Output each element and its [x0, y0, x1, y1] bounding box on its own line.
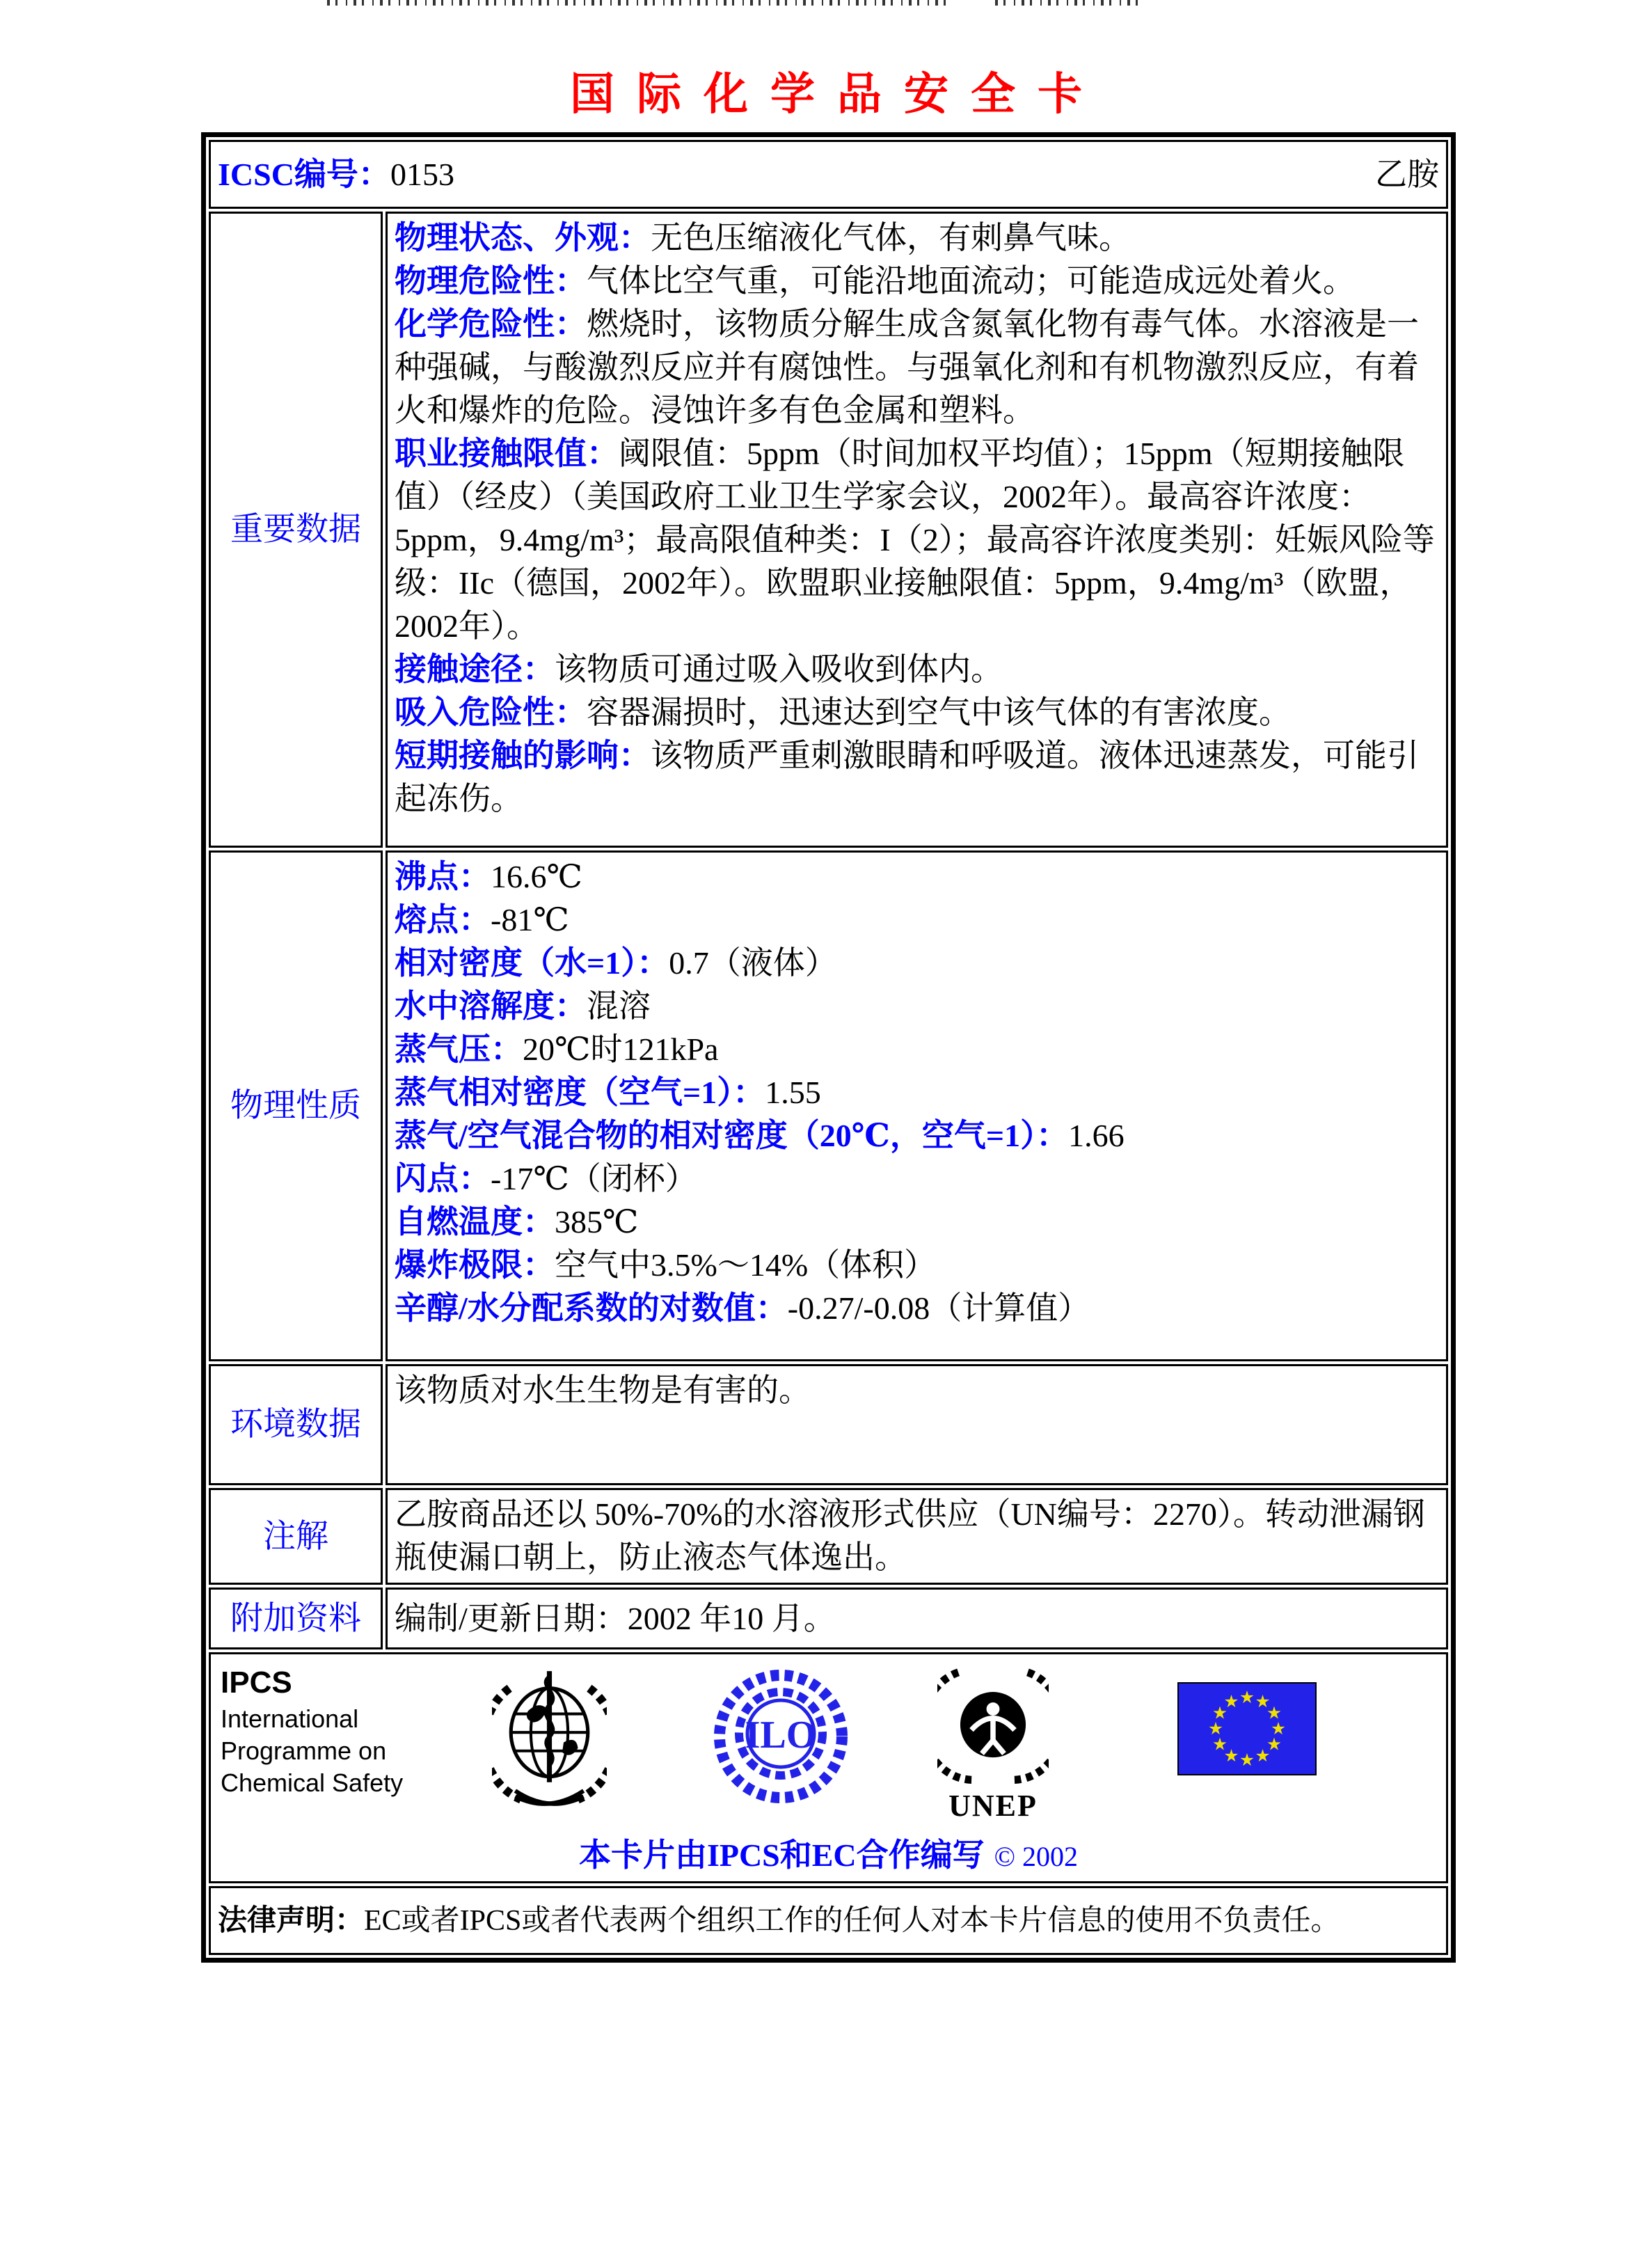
physical-item: 水中溶解度：混溶: [395, 988, 651, 1024]
environmental-data-row: [209, 1364, 1448, 1485]
svg-text:ILO: ILO: [745, 1713, 817, 1757]
physical-item: 辛醇/水分配系数的对数值：-0.27/-0.08（计算值）: [395, 1290, 1090, 1326]
ipcs-line: International: [221, 1704, 359, 1733]
section-content-important: [386, 212, 1448, 848]
notes-row: [209, 1488, 1448, 1585]
physical-properties-row: [209, 850, 1448, 1361]
icsc-card-table: [201, 132, 1456, 1963]
physical-item: 沸点：16.6℃: [395, 859, 582, 894]
legal-label: 法律声明：: [218, 1904, 365, 1937]
ipcs-line: Chemical Safety: [221, 1768, 404, 1797]
physical-item: 蒸气相对密度（空气=1）：1.55: [395, 1075, 821, 1110]
important-item: 物理危险性：气体比空气重，可能沿地面流动；可能造成远处着火。: [395, 263, 1355, 299]
icsc-number-group: [218, 153, 454, 196]
copyright-text: © 2002: [994, 1841, 1079, 1872]
card-header-cell: [209, 140, 1448, 209]
section-content-additional: [386, 1588, 1448, 1649]
physical-item: 蒸气/空气混合物的相对密度（20℃，空气=1）：1.66: [395, 1118, 1125, 1153]
section-label-additional: 附加资料: [209, 1588, 383, 1649]
legal-row: [209, 1886, 1448, 1955]
clipped-header-fragment-left: [327, 0, 946, 6]
physical-item: 相对密度（水=1）：0.7（液体）: [395, 945, 837, 981]
ipcs-acronym: IPCS: [221, 1665, 292, 1700]
icsc-number-value: 0153: [390, 156, 454, 192]
ilo-logo-icon: [711, 1667, 850, 1813]
card-header-row: [209, 140, 1448, 209]
logos-cell: [209, 1652, 1448, 1883]
legal-text: EC或者IPCS或者代表两个组织工作的任何人对本卡片信息的使用不负责任。: [364, 1904, 1340, 1937]
caption-text: 本卡片由IPCS和EC合作编写: [578, 1837, 985, 1873]
important-item: 职业接触限值：阈限值：5ppm（时间加权平均值）；15ppm（短期接触限值）（经皮）（美国政府工业卫生学家会议，2002年）。最高容许浓度：5ppm，9.4mg/m³；最高限值种类：I（2）；最高容许浓度类别：妊娠风险等级：IIc（德国，2002年）。欧盟职业接触限值：5ppm，9.4mg/m³（欧盟，2002年）。: [395, 436, 1435, 644]
update-date-value: 2002 年10 月。: [627, 1600, 836, 1636]
physical-item: 爆炸极限：空气中3.5%～14%（体积）: [395, 1247, 937, 1283]
important-item: 吸入危险性：容器漏损时，迅速达到空气中该气体的有害浓度。: [395, 695, 1291, 730]
important-item: 接触途径：该物质可通过吸入吸收到体内。: [395, 651, 1003, 687]
section-label-physical: 物理性质: [209, 850, 383, 1361]
section-content-physical: [386, 850, 1448, 1361]
unep-logo-icon: [937, 1667, 1049, 1785]
section-label-notes: 注解: [209, 1488, 383, 1585]
physical-item: 自燃温度：385℃: [395, 1204, 639, 1240]
eu-flag-icon: [1177, 1682, 1317, 1775]
ipcs-line: Programme on: [221, 1736, 387, 1765]
physical-item: 蒸气压：20℃时121kPa: [395, 1031, 719, 1067]
environment-text: 该物质对水生生物是有害的。: [395, 1372, 811, 1408]
chemical-name: 乙胺: [1375, 156, 1439, 192]
physical-item: 熔点：-81℃: [395, 902, 569, 937]
update-date-label: 编制/更新日期：: [395, 1600, 628, 1636]
page-title: 国际化学品安全卡: [570, 70, 1104, 119]
important-item: 化学危险性：燃烧时，该物质分解生成含氮氧化物有毒气体。水溶液是一种强碱，与酸激烈反应并有腐蚀性。与强氧化剂和有机物激烈反应，有着火和爆炸的危险。浸蚀许多有色金属和塑料。: [395, 306, 1419, 428]
clipped-header-fragment-right: [995, 0, 1138, 6]
important-data-row: [209, 212, 1448, 848]
ipcs-text-block: [221, 1667, 443, 1799]
section-label-environment: 环境数据: [209, 1364, 383, 1485]
legal-cell: [209, 1886, 1448, 1955]
physical-item: 闪点：-17℃（闭杯）: [395, 1161, 697, 1196]
section-label-important: 重要数据: [209, 212, 383, 848]
cooperation-caption: [218, 1834, 1439, 1878]
important-item: 短期接触的影响：该物质严重刺激眼睛和呼吸道。液体迅速蒸发，可能引起冻伤。: [395, 738, 1419, 816]
notes-text: 乙胺商品还以 50%-70%的水溶液形式供应（UN编号：2270）。转动泄漏钢瓶使漏口朝上，防止液态气体逸出。: [395, 1496, 1425, 1575]
important-item: 物理状态、外观：无色压缩液化气体，有刺鼻气味。: [395, 220, 1131, 255]
who-logo-icon: [492, 1668, 607, 1818]
section-content-notes: [386, 1488, 1448, 1585]
icsc-number-label: ICSC编号：: [218, 156, 390, 192]
additional-info-row: [209, 1588, 1448, 1649]
section-content-environment: [386, 1364, 1448, 1485]
logos-row: [209, 1652, 1448, 1883]
unep-logo-block: [937, 1667, 1049, 1821]
unep-label: UNEP: [948, 1789, 1038, 1823]
